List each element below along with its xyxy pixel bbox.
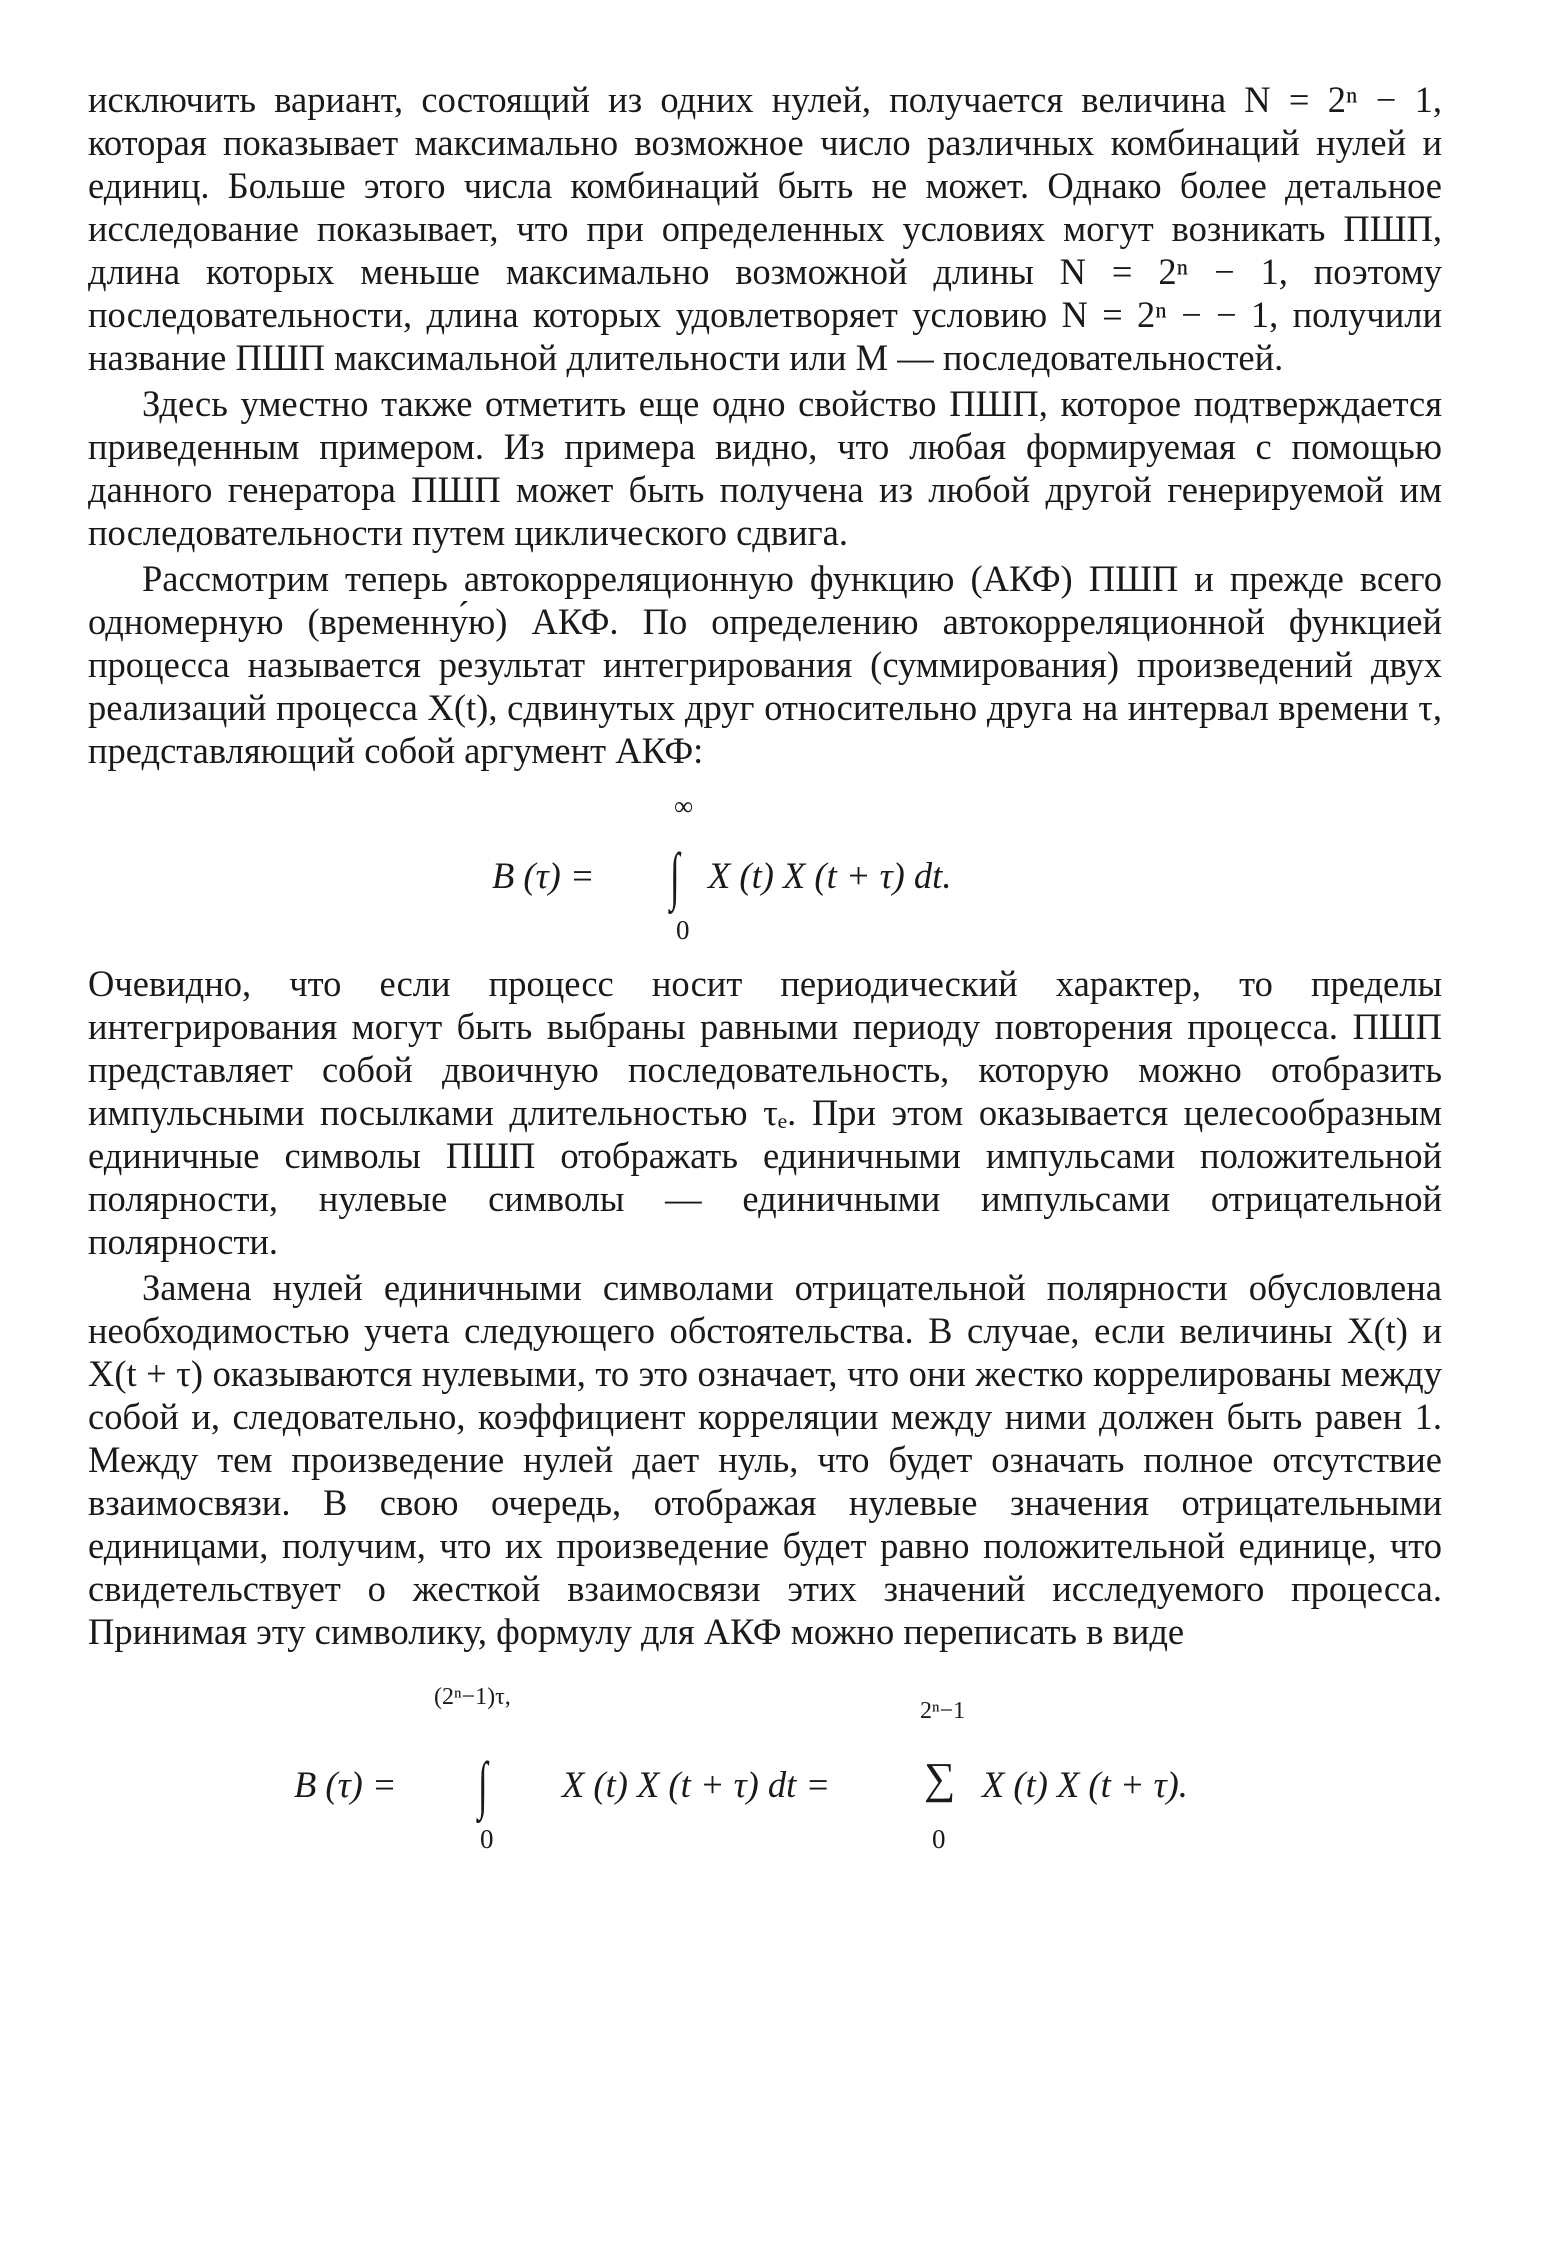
formula2-integrand: X (t) X (t + τ) dt = bbox=[562, 1764, 831, 1805]
summation-sign: ∑ bbox=[924, 1754, 956, 1803]
formula2-integral-upper-limit: (2ⁿ−1)τ, bbox=[434, 1684, 511, 1710]
formula2-sum-upper-limit: 2ⁿ−1 bbox=[920, 1698, 966, 1724]
paragraph-5: Замена нулей единичными символами отрицательной полярности обусловлена необходимостью учета следующего обстоятельства. В случае, если величины X(t) и X(t + τ) оказываются нулевыми, то это означает, что они жестко коррелированы между собой и, следовательно, коэффициент корреляции между ними должен быть равен 1. Между тем произведение нулей дает нуль, что будет означать полное отсутствие взаимосвязи. В свою очередь, отображая нулевые значения отрицательными единицами, получим, что их произведение будет равно положительной единице, что свидетельствует о жесткой взаимосвязи этих значений исследуемого процесса. Принимая эту символику, формулу для АКФ можно переписать в виде bbox=[88, 1267, 1442, 1652]
formula2-sum-lower-limit: 0 bbox=[932, 1824, 946, 1854]
autocorrelation-sum-formula bbox=[88, 1667, 1442, 1882]
formula2-summand: X (t) X (t + τ). bbox=[982, 1764, 1188, 1805]
formula1-upper-limit: ∞ bbox=[674, 791, 694, 821]
formula2-lhs: B (τ) = bbox=[294, 1764, 397, 1805]
paragraph-1: исключить вариант, состоящий из одних нулей, получается величина N = 2ⁿ − 1, которая показывает максимально возможное число различных комбинаций нулей и единиц. Больше этого числа комбинаций быть не может. Однако более детальное исследование показывает, что при определенных условиях могут возникать ПШП, длина которых меньше максимально возможной длины N = 2ⁿ − 1, поэтому последовательности, длина которых удовлетворяет условию N = 2ⁿ − − 1, получили название ПШП максимальной длительности или M — последовательностей. bbox=[88, 79, 1442, 378]
formula2-integral-lower-limit: 0 bbox=[480, 1824, 494, 1854]
text-column bbox=[88, 78, 1442, 1882]
autocorrelation-integral-formula bbox=[88, 782, 1442, 962]
formula1-lower-limit: 0 bbox=[676, 915, 690, 945]
paragraph-4: Очевидно, что если процесс носит периодический характер, то пределы интегрирования могут быть выбраны равными периоду повторения процесса. ПШП представляет собой двоичную последовательность, которую можно отобразить импульсными посылками длительностью τₑ. При этом оказывается целесообразным единичные символы ПШП отображать единичными импульсами положительной полярности, нулевые символы — единичными импульсами отрицательной полярности. bbox=[88, 963, 1442, 1262]
formula1-integrand: X (t) X (t + τ) dt. bbox=[708, 855, 952, 896]
paragraph-3: Рассмотрим теперь автокорреляционную функцию (АКФ) ПШП и прежде всего одномерную (временну́ю) АКФ. По определению автокорреляционной функцией процесса называется результат интегрирования (суммирования) произведений двух реализаций процесса X(t), сдвинутых друг относительно друга на интервал времени τ, представляющий собой аргумент АКФ: bbox=[88, 558, 1442, 771]
integral-sign: ∫ bbox=[669, 840, 680, 911]
integral-sign: ∫ bbox=[477, 1749, 488, 1820]
paragraph-2: Здесь уместно также отметить еще одно свойство ПШП, которое подтверждается приведенным примером. Из примера видно, что любая формируемая с помощью данного генератора ПШП может быть получена из любой другой генерируемой им последовательности путем циклического сдвига. bbox=[88, 383, 1442, 553]
formula1-lhs: B (τ) = bbox=[492, 855, 595, 896]
